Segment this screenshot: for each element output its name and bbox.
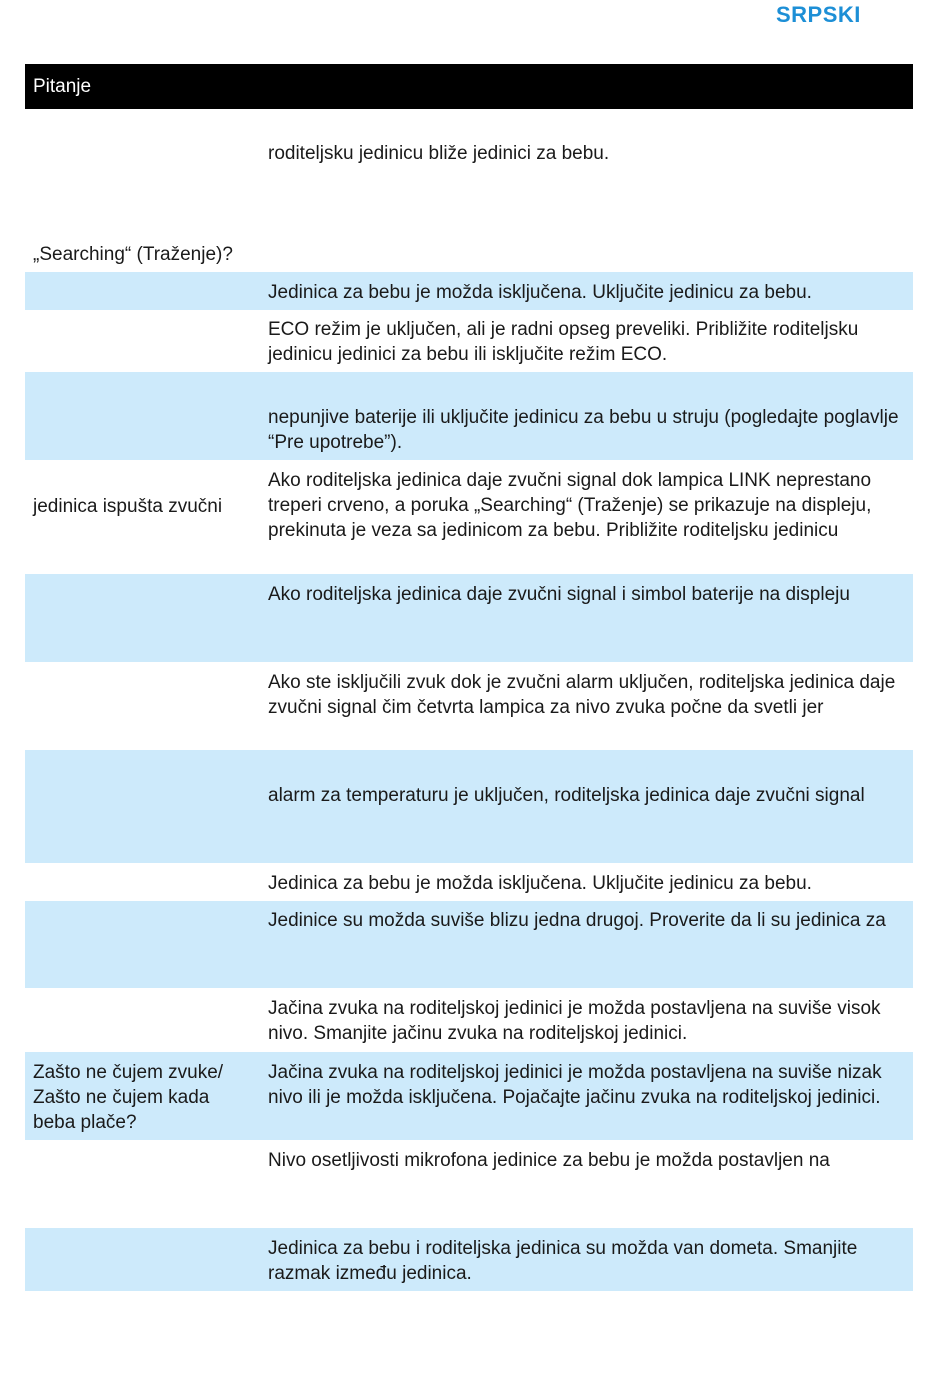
answer-cell: Jedinica za bebu je možda isključena. Uključite jedinicu za bebu. [268,282,812,303]
table-row [25,574,913,662]
question-cell: Zašto ne čujem zvuke/ Zašto ne čujem kada beba plače? [33,1062,224,1133]
question-cell: „Searching“ (Traženje)? [33,244,233,265]
answer-cell: Jedinice su možda suviše blizu jedna drugoj. Proverite da li su jedinica za [268,910,886,931]
answer-cell: nepunjive baterije ili uključite jedinicu za bebu u struju (pogledajte poglavlje “Pre upotrebe”). [268,407,899,453]
table-row [25,1052,913,1140]
answer-cell: Jačina zvuka na roditeljskoj jedinici je možda postavljena na suviše nizak nivo ili je možda isključena. Pojačajte jačinu zvuka na roditeljskoj jedinici. [268,1062,882,1108]
answer-cell: ECO režim je uključen, ali je radni opseg preveliki. Približite roditeljsku jedinicu jedinici za bebu ili isključite režim ECO. [268,319,859,365]
answer-cell: Nivo osetljivosti mikrofona jedinice za bebu je možda postavljen na [268,1150,830,1171]
table-row [25,901,913,988]
table-row [25,110,913,272]
question-cell: jedinica ispušta zvučni [33,496,223,517]
table-header [25,64,913,109]
table-row [25,460,913,574]
table-row [25,662,913,750]
answer-cell: Ako roditeljska jedinica daje zvučni signal dok lampica LINK neprestano treperi crveno, a poruka „Searching“ (Traženje) se prikazuje na displeju, prekinuta je veza sa jedinicom za bebu. Približite roditeljsku jedinicu [268,470,872,541]
answer-cell: Jedinica za bebu i roditeljska jedinica su možda van dometa. Smanjite razmak između jedinica. [268,1238,858,1284]
table-row [25,863,913,901]
answer-cell: Ako ste isključili zvuk dok je zvučni alarm uključen, roditeljska jedinica daje zvučni signal čim četvrta lampica za nivo zvuka počne da svetli jer [268,672,896,718]
language-label: SRPSKI [776,2,861,27]
answer-cell: roditeljsku jedinicu bliže jedinici za bebu. [268,143,610,164]
table-row [25,272,913,310]
answer-cell: Ako roditeljska jedinica daje zvučni signal i simbol baterije na displeju [268,584,850,605]
table-row [25,988,913,1052]
troubleshooting-table [25,110,913,1291]
answer-cell: Jačina zvuka na roditeljskoj jedinici je možda postavljena na suviše visok nivo. Smanjite jačinu zvuka na roditeljskoj jedinici. [268,998,881,1044]
table-header-question: Pitanje [33,75,92,97]
table-row [25,1228,913,1291]
table-row [25,1140,913,1228]
answer-cell: alarm za temperaturu je uključen, roditeljska jedinica daje zvučni signal [268,785,865,806]
table-row [25,372,913,460]
table-row [25,750,913,863]
answer-cell: Jedinica za bebu je možda isključena. Uključite jedinicu za bebu. [268,873,812,894]
table-row [25,310,913,372]
